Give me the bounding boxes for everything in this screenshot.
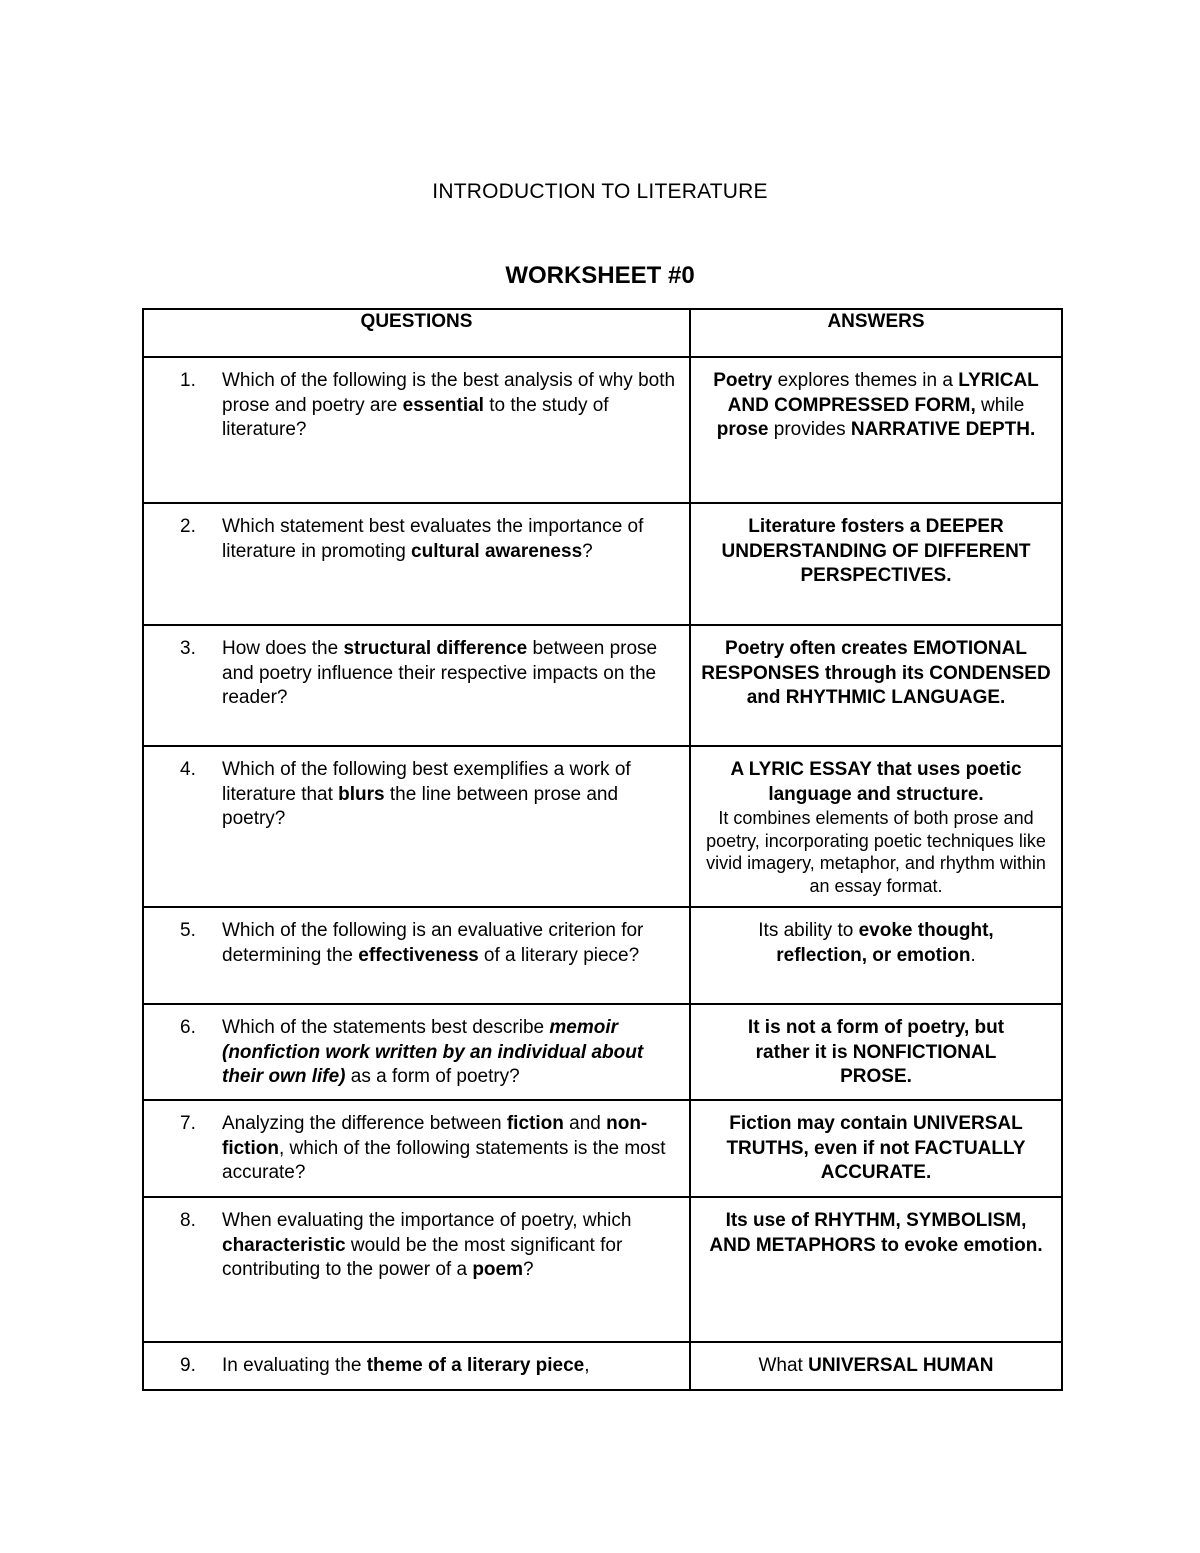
table-row: [143, 1197, 1062, 1342]
questions-header: [143, 309, 690, 357]
table-row: [143, 746, 1062, 907]
question-cell: [143, 625, 690, 746]
answer-cell: [690, 1197, 1062, 1342]
answer-text: Its use of RHYTHM, SYMBOLISM, AND METAPHORS to evoke emotion.: [709, 1210, 1043, 1256]
question-text: Which of the statements best describe memoir (nonfiction work written by an individual about their own life) as a form of poetry?: [222, 1017, 644, 1087]
table-row: [143, 1004, 1062, 1100]
table-row: [143, 625, 1062, 746]
question-number: 2.: [180, 516, 196, 537]
worksheet-table: [142, 308, 1063, 1391]
question-number: 9.: [180, 1355, 196, 1376]
answer-cell: [690, 357, 1062, 503]
question-text: How does the structural difference between prose and poetry influence their respective impacts on the reader?: [222, 638, 658, 708]
question-number: 5.: [180, 920, 196, 941]
question-number: 1.: [180, 370, 196, 391]
table-row: [143, 907, 1062, 1004]
question-cell: [143, 1100, 690, 1197]
answer-explanation: It combines elements of both prose and poetry, incorporating poetic techniques like vivid imagery, metaphor, and rhythm within an essay format.: [706, 808, 1046, 896]
question-cell: [143, 1004, 690, 1100]
question-text: When evaluating the importance of poetry, which characteristic would be the most significant for contributing to the power of a poem?: [222, 1210, 632, 1280]
question-cell: [143, 503, 690, 625]
answer-text: What UNIVERSAL HUMAN: [758, 1355, 994, 1376]
question-number: 7.: [180, 1113, 196, 1134]
answer-text: It is not a form of poetry, but rather it is NONFICTIONAL PROSE.: [747, 1017, 1005, 1087]
answer-text: Poetry explores themes in a LYRICAL AND COMPRESSED FORM, while prose provides NARRATIVE DEPTH.: [713, 370, 1039, 440]
question-text: Which of the following is the best analysis of why both prose and poetry are essential to the study of literature?: [222, 370, 676, 440]
answer-text: Poetry often creates EMOTIONAL RESPONSES through its CONDENSED and RHYTHMIC LANGUAGE.: [701, 638, 1051, 708]
worksheet-title: WORKSHEET #0: [505, 262, 695, 289]
answer-cell: [690, 1342, 1062, 1390]
table-row: [143, 1342, 1062, 1390]
question-cell: [143, 1342, 690, 1390]
question-cell: [143, 1197, 690, 1342]
question-cell: [143, 907, 690, 1004]
question-text: Analyzing the difference between fiction and non-fiction, which of the following statements is the most accurate?: [222, 1113, 666, 1183]
answer-text: Fiction may contain UNIVERSAL TRUTHS, even if not FACTUALLY ACCURATE.: [726, 1113, 1026, 1183]
answer-text: A LYRIC ESSAY that uses poetic language and structure. It combines elements of both prose and poetry, incorporating poetic techniques like vivid imagery, metaphor, and rhythm within an essay format.: [691, 747, 1061, 897]
course-title: INTRODUCTION TO LITERATURE: [432, 180, 768, 203]
question-cell: [143, 357, 690, 503]
question-text: Which statement best evaluates the importance of literature in promoting cultural awareness?: [222, 516, 644, 562]
question-cell: [143, 746, 690, 907]
answers-header-label: ANSWERS: [827, 311, 925, 332]
question-number: 8.: [180, 1210, 196, 1231]
table-row: [143, 357, 1062, 503]
question-text: In evaluating the theme of a literary piece,: [222, 1355, 590, 1376]
question-text: Which of the following best exemplifies a work of literature that blurs the line between prose and poetry?: [222, 759, 631, 829]
answer-cell: [690, 746, 1062, 907]
answer-cell: [690, 1004, 1062, 1100]
question-number: 6.: [180, 1017, 196, 1038]
answer-cell: [690, 907, 1062, 1004]
answers-header: [690, 309, 1062, 357]
table-row: [143, 1100, 1062, 1197]
answer-cell: [690, 1100, 1062, 1197]
answer-cell: [690, 503, 1062, 625]
table-row: [143, 503, 1062, 625]
answer-cell: [690, 625, 1062, 746]
answer-text: Literature fosters a DEEPER UNDERSTANDING OF DIFFERENT PERSPECTIVES.: [721, 516, 1031, 586]
question-text: Which of the following is an evaluative criterion for determining the effectiveness of a literary piece?: [222, 920, 644, 966]
table-header-row: [143, 309, 1062, 357]
questions-header-label: QUESTIONS: [360, 311, 473, 332]
question-number: 3.: [180, 638, 196, 659]
question-number: 4.: [180, 759, 196, 780]
answer-text: Its ability to evoke thought, reflection, or emotion.: [758, 920, 994, 966]
